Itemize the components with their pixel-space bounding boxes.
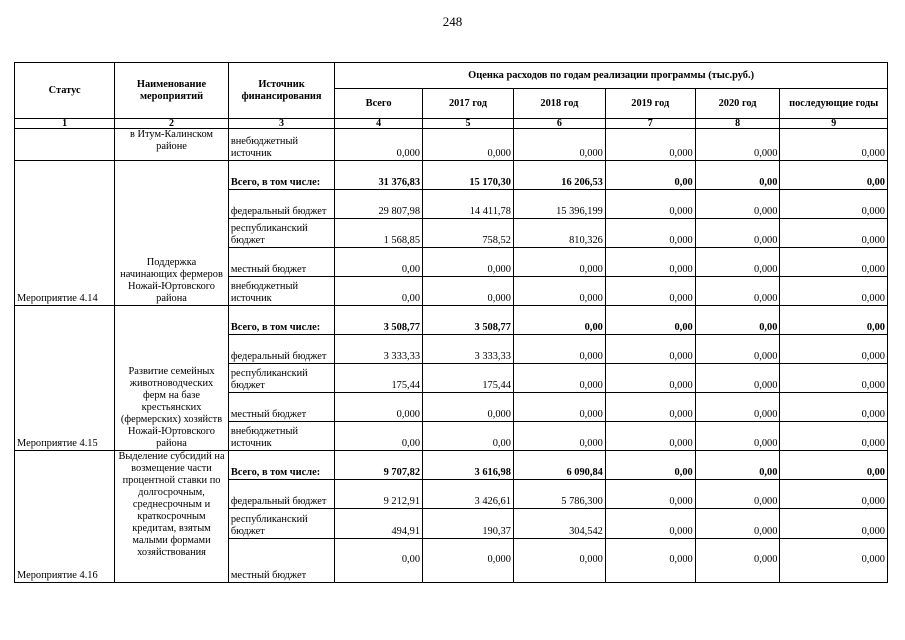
header-later-years: последующие годы bbox=[780, 89, 888, 119]
header-source: Источник финансирования bbox=[228, 63, 334, 119]
value-2020: 0,00 bbox=[695, 451, 780, 480]
value-total: 31 376,83 bbox=[335, 161, 423, 190]
value-total: 0,00 bbox=[335, 248, 423, 277]
value-2018: 0,000 bbox=[513, 277, 605, 306]
funding-source: внебюджетный источник bbox=[228, 129, 334, 161]
value-later-years: 0,000 bbox=[780, 480, 888, 509]
column-number: 3 bbox=[228, 119, 334, 129]
funding-source: республиканский бюджет bbox=[228, 219, 334, 248]
header-total: Всего bbox=[335, 89, 423, 119]
value-2020: 0,000 bbox=[695, 393, 780, 422]
value-2018: 5 786,300 bbox=[513, 480, 605, 509]
value-2019: 0,00 bbox=[605, 451, 695, 480]
value-2019: 0,000 bbox=[605, 190, 695, 219]
activity-name-text: Выделение субсидий на возмещение части процентной ставки по долгосрочным, среднесрочным и краткосрочным кредитам, взятым малыми формами хозяйствования bbox=[118, 451, 225, 558]
activity-status: Мероприятие 4.14 bbox=[15, 161, 115, 306]
value-total: 0,000 bbox=[335, 393, 423, 422]
header-estimate: Оценка расходов по годам реализации программы (тыс.руб.) bbox=[335, 63, 888, 89]
value-total: 0,000 bbox=[335, 129, 423, 161]
value-later-years: 0,000 bbox=[780, 219, 888, 248]
value-2017: 14 411,78 bbox=[423, 190, 514, 219]
value-2018: 0,000 bbox=[513, 129, 605, 161]
value-2020: 0,000 bbox=[695, 538, 780, 582]
value-total: 29 807,98 bbox=[335, 190, 423, 219]
value-2018: 0,000 bbox=[513, 393, 605, 422]
funding-source: местный бюджет bbox=[228, 393, 334, 422]
value-2017: 15 170,30 bbox=[423, 161, 514, 190]
value-total: 3 508,77 bbox=[335, 306, 423, 335]
funding-source: Всего, в том числе: bbox=[228, 451, 334, 480]
value-total: 175,44 bbox=[335, 364, 423, 393]
value-2019: 0,000 bbox=[605, 364, 695, 393]
value-2017: 758,52 bbox=[423, 219, 514, 248]
value-2017: 175,44 bbox=[423, 364, 514, 393]
value-later-years: 0,00 bbox=[780, 161, 888, 190]
header-status: Статус bbox=[15, 63, 115, 119]
value-2019: 0,000 bbox=[605, 277, 695, 306]
value-2019: 0,00 bbox=[605, 306, 695, 335]
activity-name: Развитие семейных животноводческих ферм на базе крестьянских (фермерских) хозяйств Ножай-Юртовского района bbox=[115, 306, 229, 451]
value-total: 494,91 bbox=[335, 509, 423, 538]
value-2017: 0,000 bbox=[423, 248, 514, 277]
value-2020: 0,000 bbox=[695, 335, 780, 364]
column-number: 2 bbox=[115, 119, 229, 129]
value-2018: 810,326 bbox=[513, 219, 605, 248]
value-2020: 0,000 bbox=[695, 248, 780, 277]
funding-source: Всего, в том числе: bbox=[228, 161, 334, 190]
value-2019: 0,000 bbox=[605, 422, 695, 451]
value-later-years: 0,000 bbox=[780, 277, 888, 306]
table-row bbox=[15, 451, 888, 480]
header-2020: 2020 год bbox=[695, 89, 780, 119]
value-2019: 0,000 bbox=[605, 248, 695, 277]
funding-source: Всего, в том числе: bbox=[228, 306, 334, 335]
value-2020: 0,000 bbox=[695, 219, 780, 248]
value-2017: 3 426,61 bbox=[423, 480, 514, 509]
page-number: 248 bbox=[442, 14, 463, 29]
activity-name bbox=[115, 451, 229, 583]
column-number: 4 bbox=[335, 119, 423, 129]
value-total: 0,00 bbox=[335, 538, 423, 582]
value-later-years: 0,000 bbox=[780, 393, 888, 422]
funding-source: республиканский бюджет bbox=[228, 364, 334, 393]
value-2017: 0,000 bbox=[423, 277, 514, 306]
funding-source: федеральный бюджет bbox=[228, 480, 334, 509]
value-later-years: 0,000 bbox=[780, 509, 888, 538]
value-2018: 16 206,53 bbox=[513, 161, 605, 190]
value-total: 0,00 bbox=[335, 277, 423, 306]
activity-status: Мероприятие 4.15 bbox=[15, 306, 115, 451]
value-2019: 0,000 bbox=[605, 335, 695, 364]
value-2019: 0,000 bbox=[605, 480, 695, 509]
value-2018: 15 396,199 bbox=[513, 190, 605, 219]
value-2018: 0,000 bbox=[513, 248, 605, 277]
value-2020: 0,000 bbox=[695, 129, 780, 161]
value-2017: 0,00 bbox=[423, 422, 514, 451]
funding-source: местный бюджет bbox=[228, 248, 334, 277]
funding-source: внебюджетный источник bbox=[228, 277, 334, 306]
value-later-years: 0,000 bbox=[780, 129, 888, 161]
table-row bbox=[15, 129, 888, 161]
value-2020: 0,00 bbox=[695, 161, 780, 190]
value-2019: 0,000 bbox=[605, 393, 695, 422]
value-2017: 0,000 bbox=[423, 129, 514, 161]
value-2018: 0,000 bbox=[513, 538, 605, 582]
value-2018: 0,000 bbox=[513, 422, 605, 451]
column-number: 6 bbox=[513, 119, 605, 129]
value-total: 9 212,91 bbox=[335, 480, 423, 509]
budget-table bbox=[14, 62, 888, 583]
value-later-years: 0,000 bbox=[780, 364, 888, 393]
column-number: 7 bbox=[605, 119, 695, 129]
funding-source: республиканский бюджет bbox=[228, 509, 334, 538]
value-2020: 0,000 bbox=[695, 422, 780, 451]
value-2020: 0,000 bbox=[695, 277, 780, 306]
value-2018: 6 090,84 bbox=[513, 451, 605, 480]
value-2017: 3 616,98 bbox=[423, 451, 514, 480]
value-total: 3 333,33 bbox=[335, 335, 423, 364]
activity-name-continued: в Итум-Калинском районе bbox=[115, 129, 229, 161]
header-2017: 2017 год bbox=[423, 89, 514, 119]
value-2017: 0,000 bbox=[423, 393, 514, 422]
value-2017: 3 508,77 bbox=[423, 306, 514, 335]
value-later-years: 0,000 bbox=[780, 422, 888, 451]
value-2018: 0,000 bbox=[513, 364, 605, 393]
table-row bbox=[15, 161, 888, 190]
column-number: 1 bbox=[15, 119, 115, 129]
value-2017: 0,000 bbox=[423, 538, 514, 582]
value-later-years: 0,000 bbox=[780, 190, 888, 219]
value-2020: 0,000 bbox=[695, 364, 780, 393]
value-2019: 0,000 bbox=[605, 538, 695, 582]
value-2018: 0,00 bbox=[513, 306, 605, 335]
value-2017: 3 333,33 bbox=[423, 335, 514, 364]
table-row bbox=[15, 306, 888, 335]
funding-source: внебюджетный источник bbox=[228, 422, 334, 451]
value-2019: 0,00 bbox=[605, 161, 695, 190]
value-2020: 0,000 bbox=[695, 509, 780, 538]
value-later-years: 0,000 bbox=[780, 538, 888, 582]
value-later-years: 0,00 bbox=[780, 451, 888, 480]
value-2020: 0,00 bbox=[695, 306, 780, 335]
header-2019: 2019 год bbox=[605, 89, 695, 119]
value-total: 1 568,85 bbox=[335, 219, 423, 248]
value-2020: 0,000 bbox=[695, 190, 780, 219]
value-later-years: 0,000 bbox=[780, 248, 888, 277]
value-later-years: 0,00 bbox=[780, 306, 888, 335]
funding-source: федеральный бюджет bbox=[228, 335, 334, 364]
funding-source: федеральный бюджет bbox=[228, 190, 334, 219]
column-number-row bbox=[15, 119, 888, 129]
column-number: 5 bbox=[423, 119, 514, 129]
column-number: 8 bbox=[695, 119, 780, 129]
value-later-years: 0,000 bbox=[780, 335, 888, 364]
header-name: Наименование мероприятий bbox=[115, 63, 229, 119]
column-number: 9 bbox=[780, 119, 888, 129]
activity-status: Мероприятие 4.16 bbox=[15, 451, 115, 583]
value-2020: 0,000 bbox=[695, 480, 780, 509]
value-2018: 0,000 bbox=[513, 335, 605, 364]
value-2019: 0,000 bbox=[605, 509, 695, 538]
value-2019: 0,000 bbox=[605, 129, 695, 161]
activity-name: Поддержка начинающих фермеров Ножай-Юртовского района bbox=[115, 161, 229, 306]
status-cell bbox=[15, 129, 115, 161]
value-total: 9 707,82 bbox=[335, 451, 423, 480]
header-2018: 2018 год bbox=[513, 89, 605, 119]
value-2018: 304,542 bbox=[513, 509, 605, 538]
value-2017: 190,37 bbox=[423, 509, 514, 538]
value-total: 0,00 bbox=[335, 422, 423, 451]
funding-source: местный бюджет bbox=[228, 538, 334, 582]
value-2019: 0,000 bbox=[605, 219, 695, 248]
